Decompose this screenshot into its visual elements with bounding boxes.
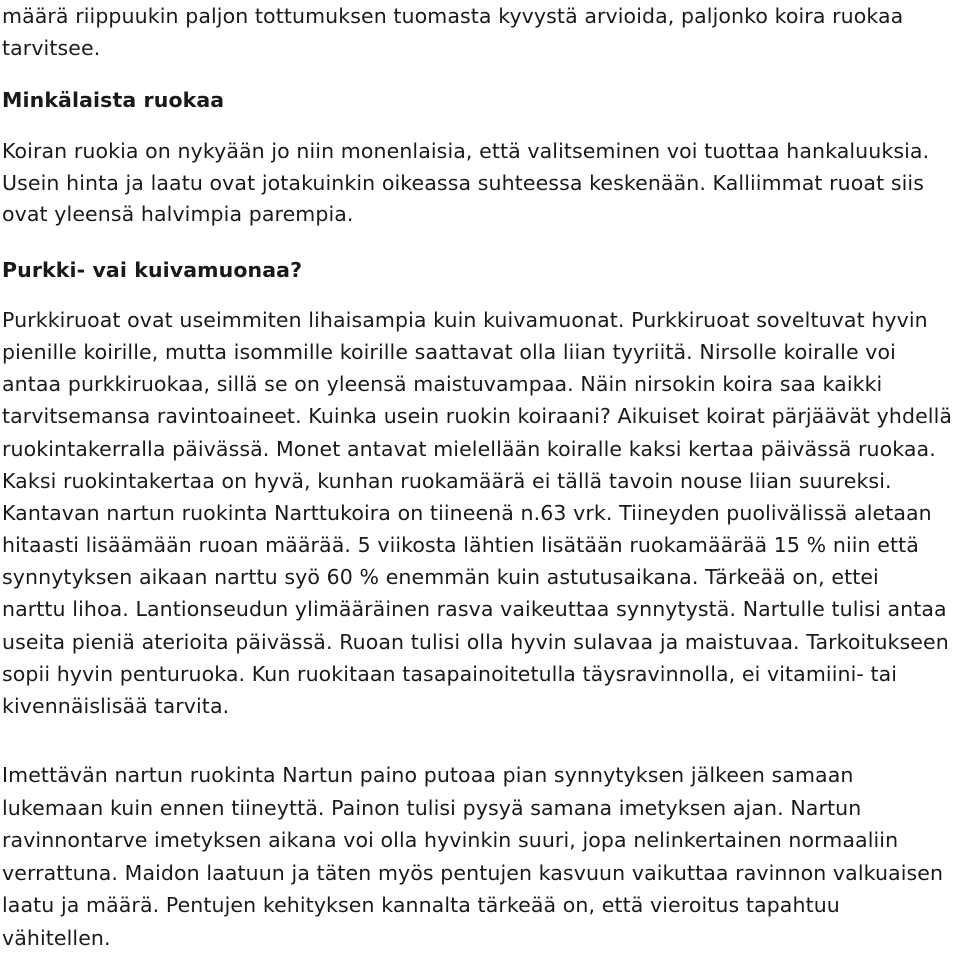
section-paragraph <box>2 304 958 722</box>
intro-paragraph <box>2 0 958 64</box>
heading-text: Minkälaista ruokaa <box>2 84 958 116</box>
text-line: useita pieniä aterioita päivässä. Ruoan tulisi olla hyvin sulavaa ja maistuvaa. Tarkoitukseen <box>2 626 958 658</box>
text-line: Kantavan nartun ruokinta Narttukoira on tiineenä n.63 vrk. Tiineyden puolivälissä aletaan <box>2 497 958 529</box>
text-line: synnytyksen aikaan narttu syö 60 % enemmän kuin astutusaikana. Tärkeää on, ettei <box>2 561 958 593</box>
text-line: Kaksi ruokintakertaa on hyvä, kunhan ruokamäärä ei tällä tavoin nouse liian suureksi. <box>2 465 958 497</box>
text-line: Usein hinta ja laatu ovat jotakuinkin oikeassa suhteessa keskenään. Kalliimmat ruoat siis <box>2 168 958 200</box>
text-line: tarvitsemansa ravintoaineet. Kuinka usein ruokin koiraani? Aikuiset koirat pärjäävät yhdellä <box>2 400 958 432</box>
section-paragraph <box>2 759 958 954</box>
text-line: vähitellen. <box>2 922 958 954</box>
text-line: hitaasti lisäämään ruoan määrää. 5 viikosta lähtien lisätään ruokamäärää 15 % niin että <box>2 529 958 561</box>
text-line: sopii hyvin penturuoka. Kun ruokitaan tasapainoitetulla täysravinnolla, ei vitamiini- tai <box>2 658 958 690</box>
text-line: tarvitsee. <box>2 32 958 64</box>
text-line: laatu ja määrä. Pentujen kehityksen kannalta tärkeää on, että vieroitus tapahtuu <box>2 889 958 922</box>
section-paragraph <box>2 136 958 231</box>
text-line: verrattuna. Maidon laatuun ja täten myös pentujen kasvuun vaikuttaa ravinnon valkuaisen <box>2 857 958 890</box>
text-line: määrä riippuukin paljon tottumuksen tuomasta kyvystä arvioida, paljonko koira ruokaa <box>2 0 958 32</box>
text-line: Imettävän nartun ruokinta Nartun paino putoaa pian synnytyksen jälkeen samaan <box>2 759 958 792</box>
section-heading <box>2 254 958 286</box>
text-line: Purkkiruoat ovat useimmiten lihaisampia kuin kuivamuonat. Purkkiruoat soveltuvat hyvin <box>2 304 958 336</box>
text-line: ruokintakerralla päivässä. Monet antavat mielellään koiralle kaksi kertaa päivässä ruokaa. <box>2 433 958 465</box>
section-heading <box>2 84 958 116</box>
text-line: ovat yleensä halvimpia parempia. <box>2 199 958 231</box>
text-line: Koiran ruokia on nykyään jo niin monenlaisia, että valitseminen voi tuottaa hankaluuksia. <box>2 136 958 168</box>
text-line: narttu lihoa. Lantionseudun ylimääräinen rasva vaikeuttaa synnytystä. Nartulle tulisi antaa <box>2 593 958 625</box>
text-line: pienille koirille, mutta isommille koirille saattavat olla liian tyyriitä. Nirsolle koiralle voi <box>2 336 958 368</box>
text-line: kivennäislisää tarvita. <box>2 690 958 722</box>
text-line: lukemaan kuin ennen tiineyttä. Painon tulisi pysyä samana imetyksen ajan. Nartun <box>2 792 958 825</box>
text-line: ravinnontarve imetyksen aikana voi olla hyvinkin suuri, jopa nelinkertainen normaaliin <box>2 824 958 857</box>
text-line: antaa purkkiruokaa, sillä se on yleensä maistuvampaa. Näin nirsokin koira saa kaikki <box>2 368 958 400</box>
heading-text: Purkki- vai kuivamuonaa? <box>2 254 958 286</box>
